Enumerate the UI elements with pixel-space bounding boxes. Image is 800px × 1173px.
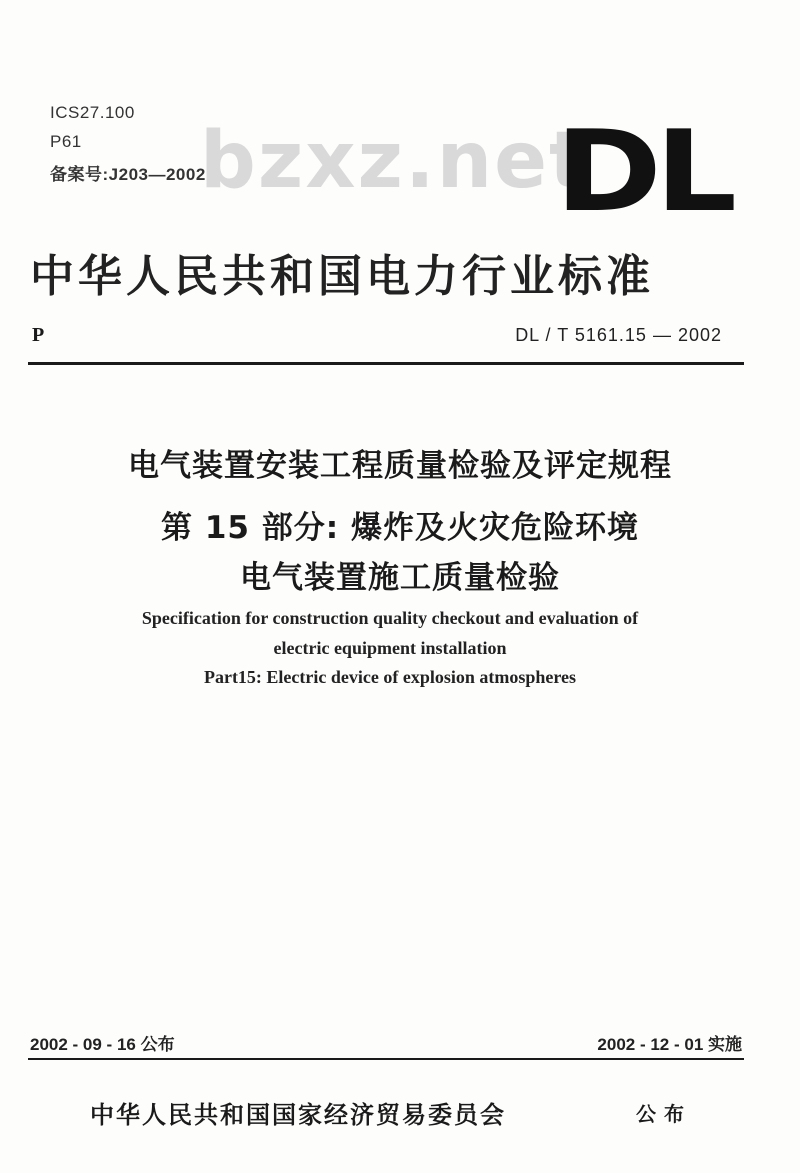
watermark: bzxz.net [200,116,589,206]
header-divider [28,362,744,365]
implementation-date: 2002 - 12 - 01 实施 [597,1035,742,1054]
title-en-line1: Specification for construction quality checkout and evaluation of [141,608,639,628]
issue-date: 2002 - 09 - 16 公布 [30,1035,175,1054]
title-cn-line1: 电气装置安装工程质量检验及评定规程 [128,448,672,484]
standard-number: DL / T 5161.15 — 2002 [515,325,722,345]
ics-code: ICS27.100 [50,103,135,122]
title-en-line3: Part15: Electric device of explosion atmospheres [203,667,577,687]
footer-divider [28,1058,744,1060]
classification-letter: P [32,324,45,346]
issuing-authority-suffix: 公布 [636,1102,692,1126]
dl-logo: DL [555,107,731,237]
title-cn-line2: 第 15 部分: 爆炸及火灾危险环境 [161,510,639,546]
standard-category-title: 中华人民共和国电力行业标准 [30,251,654,302]
issuing-authority: 中华人民共和国国家经济贸易委员会 [90,1101,506,1129]
title-en-line2: electric equipment installation [273,638,507,658]
title-cn-line3: 电气装置施工质量检验 [240,560,560,596]
record-number: 备案号:J203—2002 [50,165,206,184]
ccs-code: P61 [50,132,82,151]
